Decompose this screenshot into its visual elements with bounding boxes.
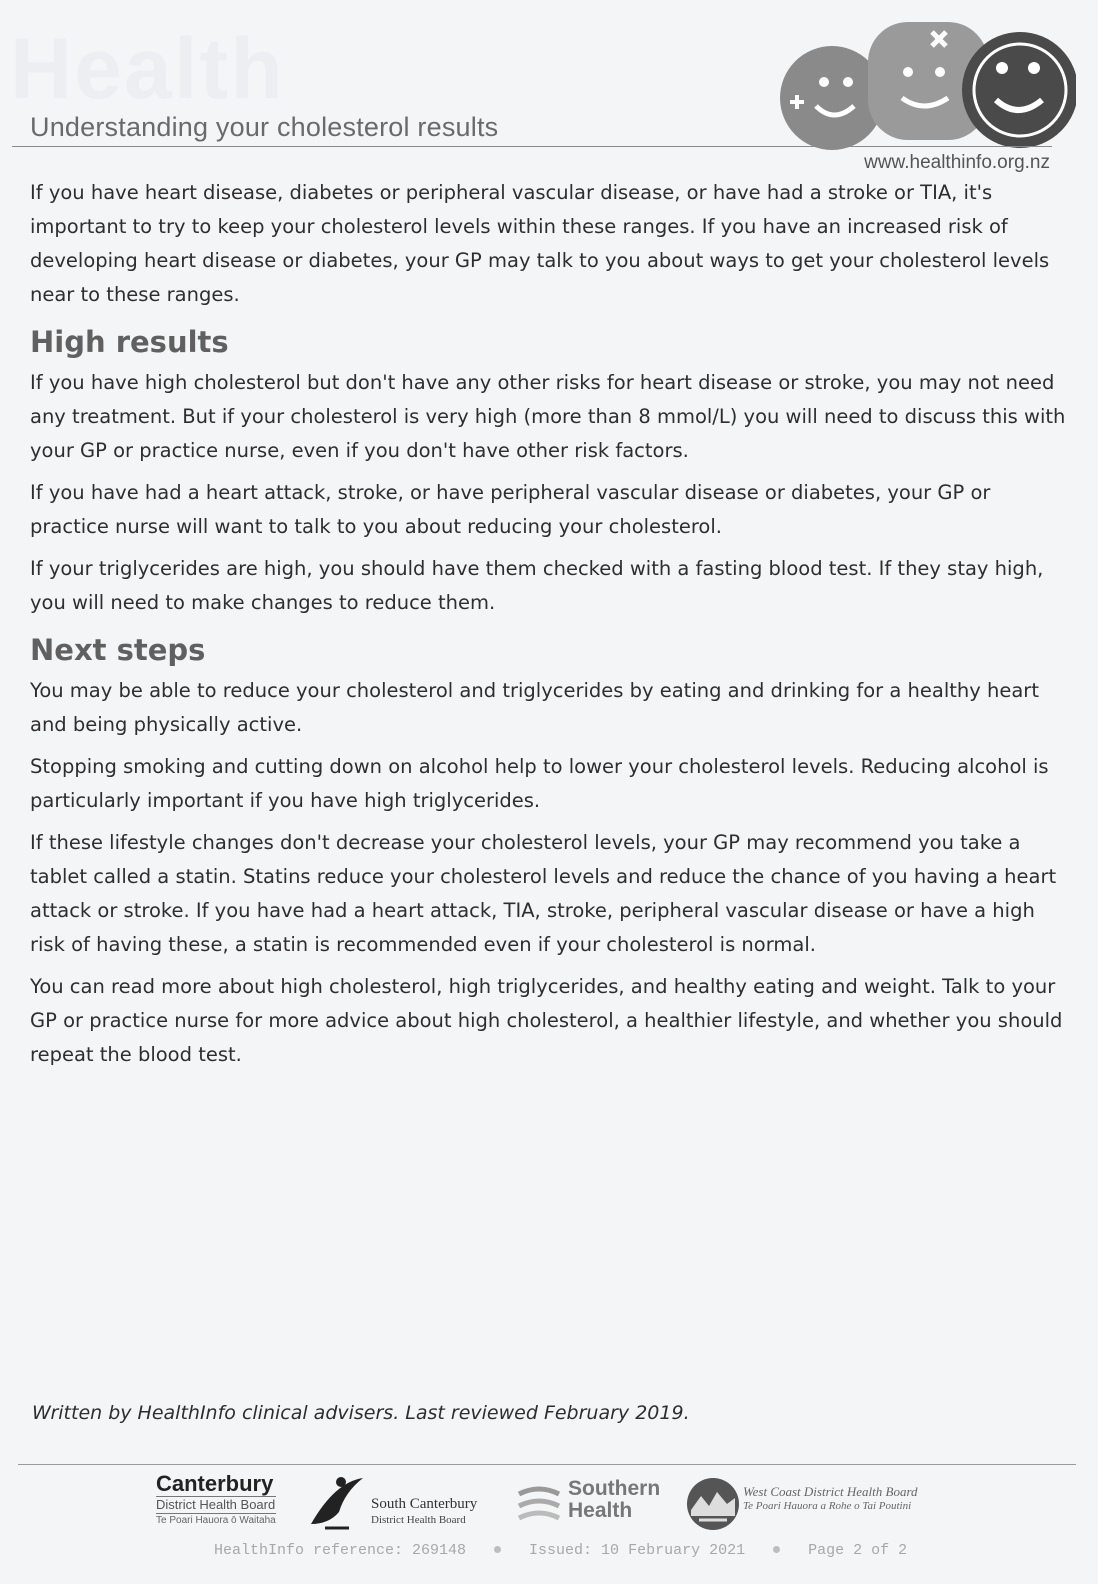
cdhb-maori-name: Te Poari Hauora ō Waitaha xyxy=(156,1515,276,1526)
southern-health-line1: Southern xyxy=(568,1477,661,1500)
next-steps-paragraph: You can read more about high cholesterol, high triglycerides, and healthy eating and weight. Talk to your GP or practice nurse for more advice about high cholesterol, a healthier lifestyle, and whether you should repeat the blood test. xyxy=(30,975,1063,1066)
page-number: Page 2 of 2 xyxy=(808,1542,908,1559)
next-steps-paragraph: If these lifestyle changes don't decrease your cholesterol levels, your GP may recommend you take a tablet called a statin. Statins reduce your cholesterol levels and reduce the chance of you having a heart attack or stroke. If you have had a heart attack, TIA, stroke, peripheral vascular disease or have a high risk of having these, a statin is recommended even if your cholesterol is normal. xyxy=(30,831,1057,956)
scdhb-subtitle: District Health Board xyxy=(371,1514,466,1526)
site-url: www.healthinfo.org.nz xyxy=(864,152,1050,173)
intro-paragraph: If you have heart disease, diabetes or peripheral vascular disease, or have had a stroke or TIA, it's important to try to keep your cholesterol levels within these ranges. If you have an increased risk of developing heart disease or diabetes, your GP may talk to you about ways to get your cholesterol levels near to these ranges. xyxy=(30,181,1050,306)
canterbury-dhb-logo xyxy=(156,1472,276,1528)
footer-divider xyxy=(18,1464,1076,1465)
west-coast-dhb-logo xyxy=(685,1472,955,1538)
main-content xyxy=(30,176,1070,1080)
watermark-text: Health xyxy=(10,21,285,117)
separator-dot-icon xyxy=(773,1546,780,1553)
southern-health-line2: Health xyxy=(568,1499,633,1522)
healthinfo-reference: HealthInfo reference: 269148 xyxy=(214,1542,467,1559)
footer-meta xyxy=(214,1542,907,1559)
byline: Written by HealthInfo clinical advisers. Last reviewed February 2019. xyxy=(32,1402,690,1424)
wcdhb-maori-name: Te Poari Hauora a Rohe o Tai Poutini xyxy=(743,1500,912,1512)
southern-health-logo xyxy=(515,1476,675,1538)
healthinfo-faces-logo xyxy=(776,10,1076,150)
south-canterbury-emblem-icon xyxy=(305,1472,369,1536)
header-divider xyxy=(12,146,1052,147)
page-title: Understanding your cholesterol results xyxy=(30,112,499,142)
high-results-paragraph: If you have high cholesterol but don't have any other risks for heart disease or stroke, you may not need any treatment. But if your cholesterol is very high (more than 8 mmol/L) you will need to discuss this with your GP or practice nurse, even if you don't have other risk factors. xyxy=(30,371,1066,462)
cdhb-subtitle: District Health Board xyxy=(156,1497,276,1512)
next-steps-paragraph: Stopping smoking and cutting down on alcohol help to lower your cholesterol levels. Reducing alcohol is particularly important if you have high triglycerides. xyxy=(30,755,1049,812)
cdhb-name: Canterbury xyxy=(156,1471,274,1496)
west-coast-emblem-icon xyxy=(685,1476,741,1532)
next-steps-paragraph: You may be able to reduce your cholesterol and triglycerides by eating and drinking for a healthy heart and being physically active. xyxy=(30,679,1039,736)
footer-logos xyxy=(150,1470,950,1540)
next-steps-heading: Next steps xyxy=(30,633,206,667)
scdhb-name: South Canterbury xyxy=(371,1496,478,1512)
southern-health-waves-icon xyxy=(515,1480,563,1528)
issued-date: Issued: 10 February 2021 xyxy=(529,1542,746,1559)
high-results-heading: High results xyxy=(30,325,229,359)
south-canterbury-dhb-logo xyxy=(305,1472,505,1538)
high-results-paragraph: If you have had a heart attack, stroke, or have peripheral vascular disease or diabetes, your GP or practice nurse will want to talk to you about reducing your cholesterol. xyxy=(30,481,991,538)
separator-dot-icon xyxy=(494,1546,501,1553)
southern-health-name xyxy=(568,1478,660,1522)
high-results-paragraph: If your triglycerides are high, you should have them checked with a fasting blood test. If they stay high, you will need to make changes to reduce them. xyxy=(30,557,1044,614)
wcdhb-name: West Coast District Health Board xyxy=(743,1484,918,1499)
